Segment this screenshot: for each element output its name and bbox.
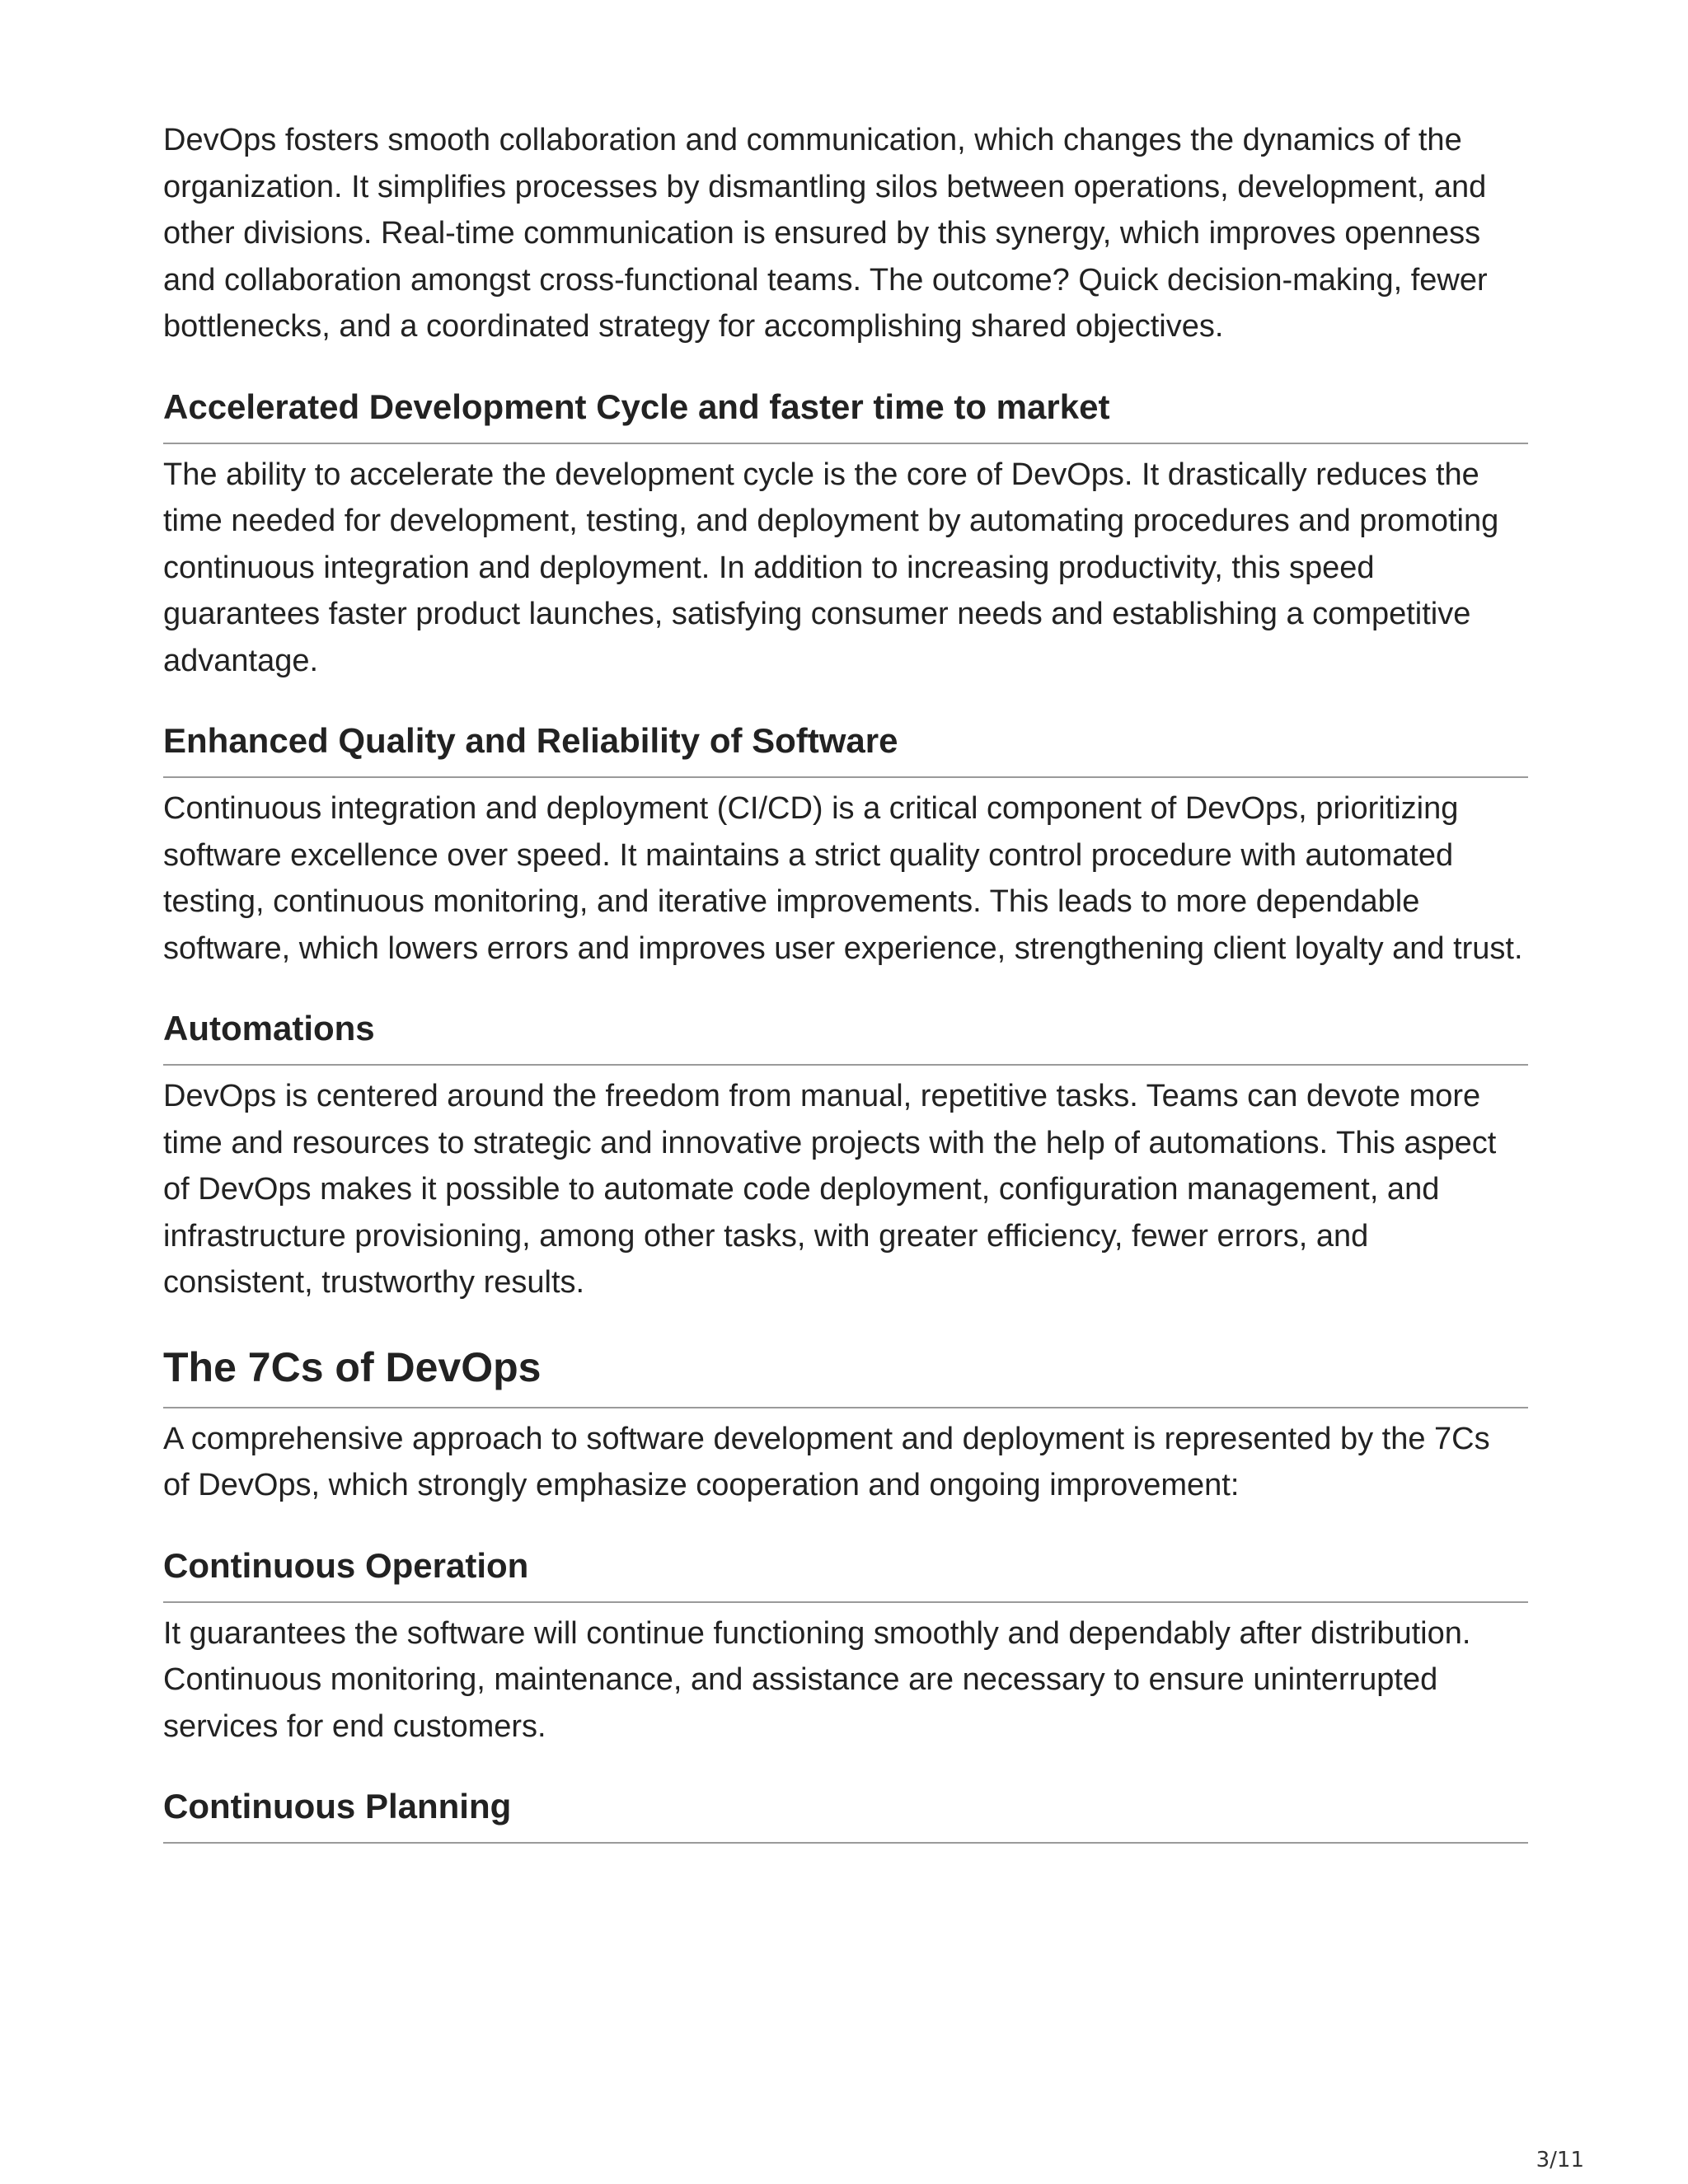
section-heading-automations: Automations	[163, 1007, 1528, 1066]
page-number: 3/11	[1536, 2148, 1584, 2172]
section-paragraph-enhanced-quality: Continuous integration and deployment (CI/CD) is a critical component of DevOps, prioritizing software excellence over speed. It maintains a strict quality control procedure with automated testing, continuous monitoring, and iterative improvements. This leads to more dependable software, which lowers errors and improves user experience, strengthening client loyalty and trust.	[163, 791, 1523, 966]
section-heading-7cs: The 7Cs of DevOps	[163, 1343, 1528, 1408]
intro-paragraph: DevOps fosters smooth collaboration and communication, which changes the dynamics of the organization. It simplifies processes by dismantling silos between operations, development, and other divisions. Real-time communication is ensured by this synergy, which improves openness and collaboration amongst cross-functional teams. The outcome? Quick decision-making, fewer bottlenecks, and a coordinated strategy for accomplishing shared objectives.	[163, 123, 1488, 344]
section-heading-continuous-operation: Continuous Operation	[163, 1544, 1528, 1603]
section-paragraph-automations: DevOps is centered around the freedom from manual, repetitive tasks. Teams can devote more time and resources to strategic and innovative projects with the help of automations. This aspect of DevOps makes it possible to automate code deployment, configuration management, and infrastructure provisioning, among other tasks, with greater efficiency, fewer errors, and consistent, trustworthy results.	[163, 1079, 1497, 1300]
section-heading-enhanced-quality: Enhanced Quality and Reliability of Software	[163, 719, 1528, 778]
section-heading-accelerated-development: Accelerated Development Cycle and faster time to market	[163, 386, 1528, 444]
section-paragraph-7cs: A comprehensive approach to software development and deployment is represented by the 7Cs of DevOps, which strongly emphasize cooperation and ongoing improvement:	[163, 1421, 1490, 1502]
section-heading-continuous-planning: Continuous Planning	[163, 1785, 1528, 1844]
section-paragraph-continuous-operation: It guarantees the software will continue functioning smoothly and dependably after distribution. Continuous monitoring, maintenance, and assistance are necessary to ensure uninterrupted services for end customers.	[163, 1615, 1471, 1744]
section-paragraph-accelerated-development: The ability to accelerate the development cycle is the core of DevOps. It drastically reduces the time needed for development, testing, and deployment by automating procedures and promoting continuous integration and deployment. In addition to increasing productivity, this speed guarantees faster product launches, satisfying consumer needs and establishing a competitive advantage.	[163, 457, 1499, 678]
document-page	[163, 117, 1528, 1844]
